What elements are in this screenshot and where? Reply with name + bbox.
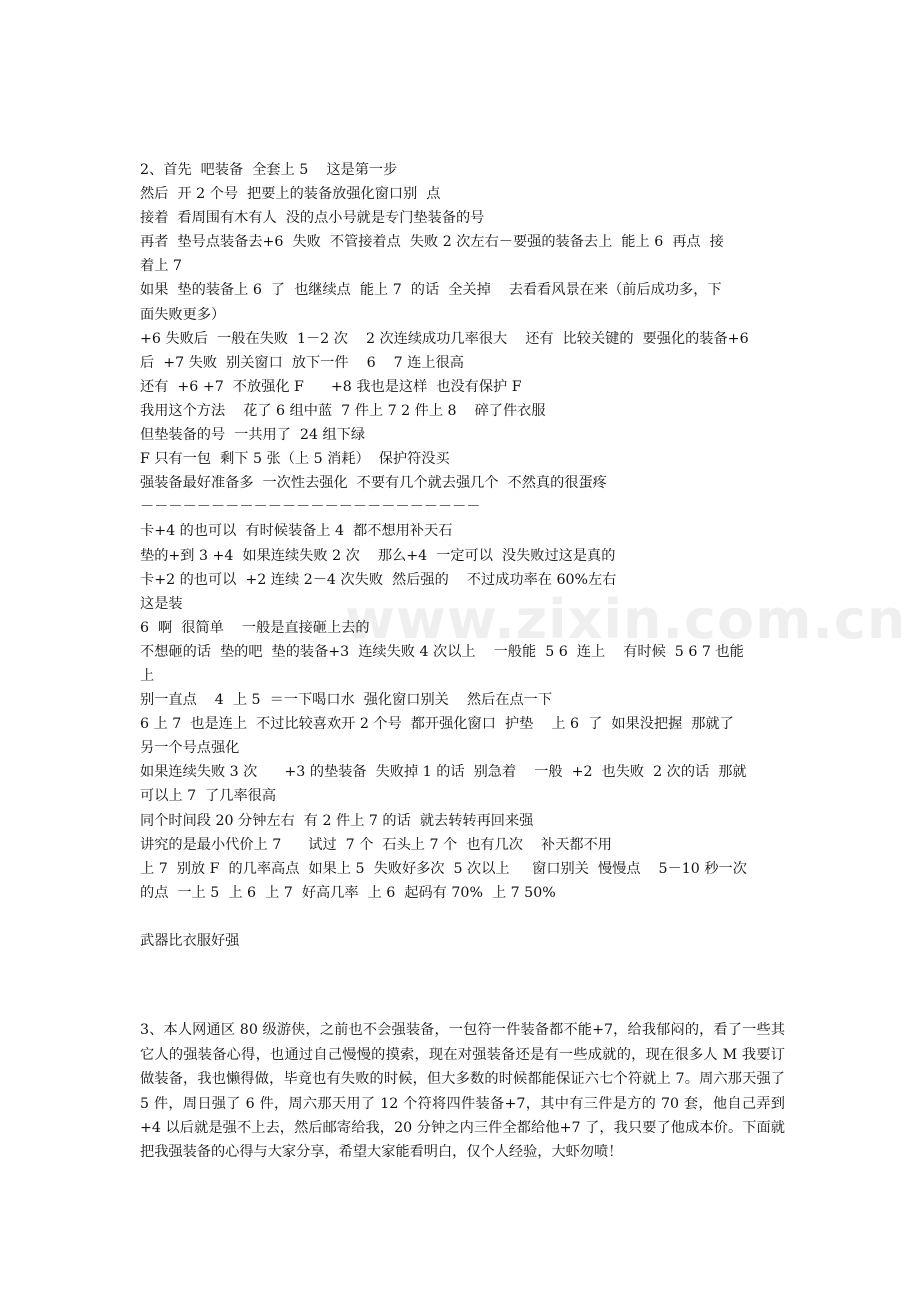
- text-line: 卡+4 的也可以 有时候装备上 4 都不想用补天石: [140, 523, 453, 540]
- text-line: 还有 +6 +7 不放强化 F +8 我也是这样 也没有保护 F: [140, 378, 522, 395]
- section-2: [140, 158, 907, 905]
- text-line: 但垫装备的号 一共用了 24 组下绿: [140, 427, 366, 444]
- text-line: 后 +7 失败 别关窗口 放下一件 6 7 连上很高: [140, 354, 464, 371]
- text-line: 面失败更多）: [140, 306, 226, 323]
- blank-line: [140, 905, 785, 929]
- text-line: 不想砸的话 垫的吧 垫的装备+3 连续失败 4 次以上 一般能 5 6 连上 有时候 5 6 7 也能: [140, 643, 744, 660]
- text-line: 同个时间段 20 分钟左右 有 2 件上 7 的话 就去转转再回来强: [140, 812, 534, 829]
- text-line: 6 上 7 也是连上 不过比较喜欢开 2 个号 都开强化窗口 护垫 上 6 了 如果没把握 那就了: [140, 716, 734, 733]
- divider-line: －－－－－－－－－－－－－－－－－－－－－－－－: [140, 499, 481, 516]
- text-line: 我用这个方法 花了 6 组中蓝 7 件上 7 2 件上 8 碎了件衣服: [140, 402, 546, 419]
- text-line: 接着 看周围有木有人 没的点小号就是专门垫装备的号: [140, 210, 485, 227]
- text-line: 的点 一上 5 上 6 上 7 好高几率 上 6 起码有 70% 上 7 50%: [140, 884, 556, 901]
- text-line: 别一直点 4 上 5 ＝一下喝口水 强化窗口别关 然后在点一下: [140, 692, 553, 709]
- watermark: www.zixin.com.cn: [345, 588, 907, 651]
- blank-line: [140, 977, 785, 1001]
- text-line: 上 7 别放 F 的几率高点 如果上 5 失败好多次 5 次以上 窗口别关 慢慢点 5－10 秒一次: [140, 860, 747, 877]
- text-line: 着上 7: [140, 258, 182, 275]
- text-line: 这是装: [140, 595, 183, 612]
- text-line: 讲究的是最小代价上 7 试过 7 个 石头上 7 个 也有几次 补天都不用: [140, 836, 612, 853]
- text-line: 另一个号点强化: [140, 740, 240, 757]
- section-3-paragraph: 3、本人网通区 80 级游侠，之前也不会强装备，一包符一件装备都不能+7，给我郁闷的，看了一些其它人的强装备心得，也通过自己慢慢的摸索，现在对强装备还是有一些成就的，现在很多人 M 我要订做装备，我也懒得做，毕竟也有失败的时候，但大多数的时候都能保证六七个符就上 7。周六那天强了 5 件，周日强了 6 件，周六那天用了 12 个符将四件装备+7，其中有三件是方的 70 套，他自己弄到+4 以后就是强不上去，然后邮寄给我，20 分钟之内三件全都给他+7 了，我只要了他成本价。下面就把我强装备的心得与大家分享，希望大家能看明白，仅个人经验，大虾勿喷！: [140, 1022, 785, 1161]
- text-line: 如果 垫的装备上 6 了 也继续点 能上 7 的话 全关掉 去看看风景在来（前后成功多，下: [140, 282, 722, 299]
- text-line: 2、首先 吧装备 全套上 5 这是第一步: [140, 162, 398, 178]
- text-line: 可以上 7 了几率很高: [140, 788, 277, 805]
- text-line: 垫的+到 3 +4 如果连续失败 2 次 那么+4 一定可以 没失败过这是真的: [140, 547, 616, 564]
- text-line: 6 啊 很简单 一般是直接砸上去的: [140, 619, 370, 636]
- text-line: 然后 开 2 个号 把要上的装备放强化窗口别 点: [140, 186, 441, 203]
- text-line: 再者 垫号点装备去+6 失败 不管接着点 失败 2 次左右－要强的装备去上 能上 6 再点 接: [140, 234, 724, 251]
- blank-line: [140, 953, 785, 977]
- text-line: 如果连续失败 3 次 +3 的垫装备 失败掉 1 的话 别急着 一般 +2 也失败 2 次的话 那就: [140, 764, 747, 781]
- document-body: [140, 158, 907, 1165]
- tagline: 武器比衣服好强: [140, 933, 240, 949]
- text-line: F 只有一包 剩下 5 张（上 5 消耗） 保护符没买: [140, 451, 450, 468]
- text-line: 强装备最好准备多 一次性去强化 不要有几个就去强几个 不然真的很蛋疼: [140, 475, 607, 492]
- text-line: 上: [140, 667, 155, 684]
- text-line: +6 失败后 一般在失败 1－2 次 2 次连续成功几率很大 还有 比较关键的 要强化的装备+6: [140, 330, 749, 347]
- text-line: 卡+2 的也可以 +2 连续 2－4 次失败 然后强的 不过成功率在 60%左右: [140, 571, 617, 588]
